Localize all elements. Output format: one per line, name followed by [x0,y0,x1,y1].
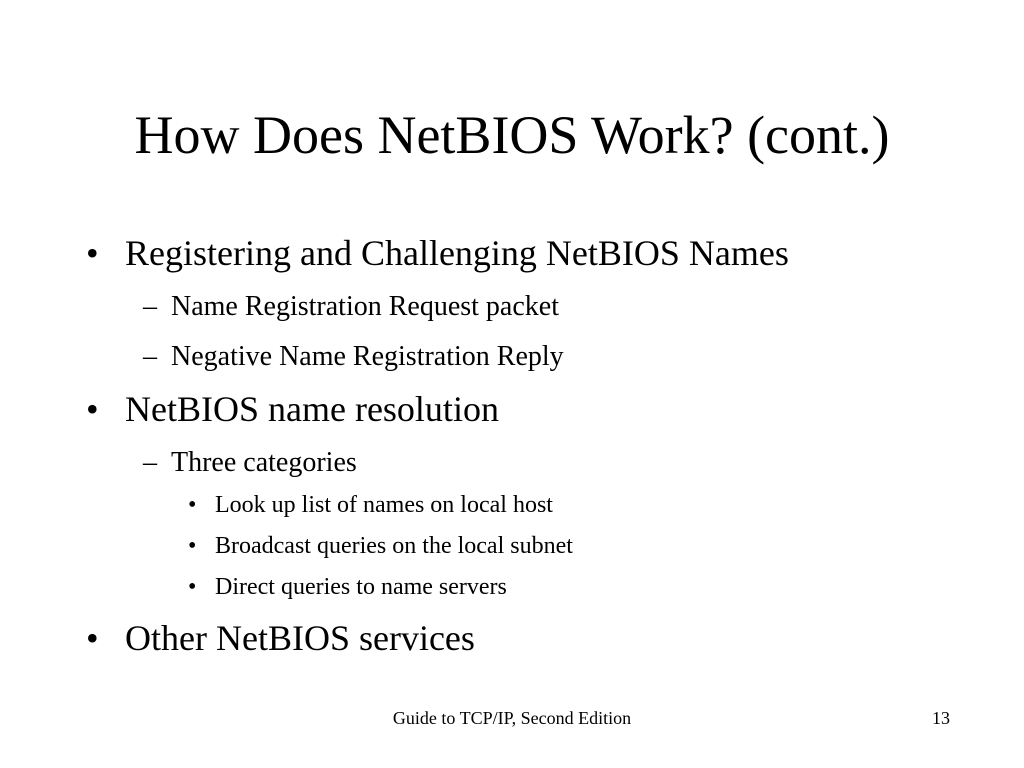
page-number: 13 [932,708,950,728]
list-item-text: Registering and Challenging NetBIOS Names [125,233,789,273]
list-item-text: Direct queries to name servers [215,574,507,600]
list-item-text: NetBIOS name resolution [125,389,499,429]
dash-marker: – [143,447,157,478]
list-item-text: Look up list of names on local host [215,492,553,518]
bullet-marker: • [86,233,99,273]
list-item-text: Negative Name Registration Reply [171,341,564,372]
footer-text: Guide to TCP/IP, Second Edition [392,708,632,728]
bullet-marker: • [86,389,99,429]
bullet-marker: • [188,492,197,518]
list-item-text: Name Registration Request packet [171,291,559,322]
bullet-marker: • [188,533,197,559]
dash-marker: – [143,341,157,372]
slide-title: How Does NetBIOS Work? (cont.) [134,105,890,165]
bullet-marker: • [86,618,99,658]
list-item-text: Broadcast queries on the local subnet [215,533,573,559]
dash-marker: – [143,291,157,322]
list-item-text: Other NetBIOS services [125,618,475,658]
list-item-text: Three categories [171,447,357,478]
bullet-marker: • [188,574,197,600]
